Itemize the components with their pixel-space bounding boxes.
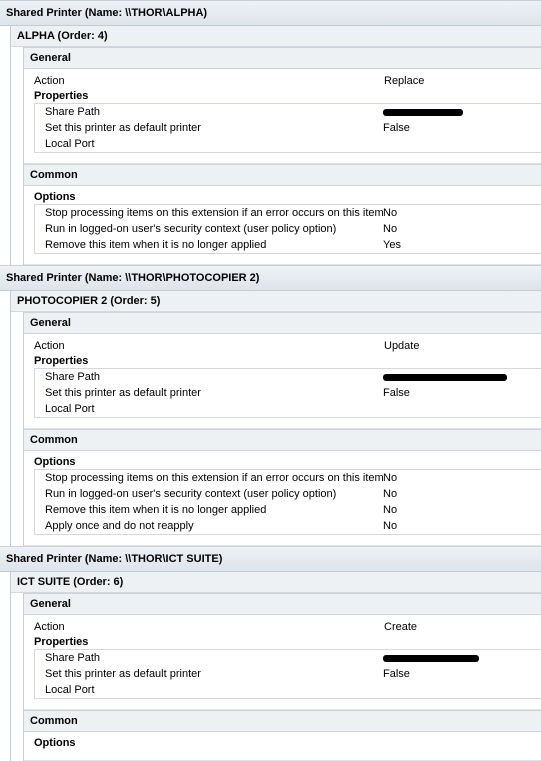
- option-value: No: [383, 472, 398, 484]
- option-value: No: [383, 520, 398, 532]
- option-value: Yes: [383, 239, 401, 251]
- set-default-row: [35, 120, 541, 136]
- general-section: [23, 593, 541, 710]
- options-heading: Options: [34, 456, 76, 468]
- set-default-label: Set this printer as default printer: [45, 122, 201, 134]
- general-body: [24, 69, 541, 164]
- general-section: [23, 312, 541, 429]
- option-row: [35, 502, 541, 518]
- options-box: [34, 469, 541, 535]
- action-label: Action: [34, 75, 65, 87]
- printer-block-alpha: [0, 0, 541, 265]
- option-row: [35, 221, 541, 237]
- printer-header[interactable]: Shared Printer (Name: \\THOR\ICT SUITE): [0, 547, 541, 572]
- options-heading: Options: [34, 737, 76, 749]
- option-label: Remove this item when it is no longer applied: [45, 239, 267, 251]
- common-body: [24, 732, 541, 761]
- item-header[interactable]: PHOTOCOPIER 2 (Order: 5): [11, 291, 541, 312]
- common-section: [23, 429, 541, 546]
- option-value: No: [383, 223, 398, 235]
- section-header-general[interactable]: General: [24, 312, 541, 334]
- section-header-common[interactable]: Common: [24, 429, 541, 451]
- local-port-row: [35, 136, 541, 152]
- local-port-label: Local Port: [45, 684, 95, 696]
- set-default-value: False: [383, 387, 410, 399]
- section-header-common[interactable]: Common: [24, 710, 541, 732]
- set-default-label: Set this printer as default printer: [45, 668, 201, 680]
- options-box: [34, 204, 541, 254]
- option-row: [35, 237, 541, 253]
- share-path-row: [35, 650, 541, 666]
- set-default-row: [35, 666, 541, 682]
- item-header[interactable]: ICT SUITE (Order: 6): [11, 572, 541, 593]
- common-body: [24, 451, 541, 546]
- common-body: [24, 186, 541, 265]
- option-label: Run in logged-on user's security context (user policy option): [45, 223, 337, 235]
- section-header-general[interactable]: General: [24, 593, 541, 615]
- general-section: [23, 47, 541, 164]
- action-row: [24, 619, 541, 635]
- properties-heading: Properties: [34, 90, 89, 102]
- share-path-label: Share Path: [45, 652, 101, 664]
- printer-header[interactable]: Shared Printer (Name: \\THOR\ALPHA): [0, 1, 541, 26]
- option-row: [35, 518, 541, 534]
- share-path-redacted: [383, 369, 507, 385]
- set-default-value: False: [383, 122, 410, 134]
- option-value: No: [383, 488, 398, 500]
- share-path-redacted: [383, 104, 463, 120]
- printer-block-photocopier-2: [0, 265, 541, 546]
- section-header-common[interactable]: Common: [24, 164, 541, 186]
- action-row: [24, 338, 541, 354]
- option-label: Stop processing items on this extension if an error occurs on this item: [45, 472, 384, 484]
- printer-block-ict-suite: [0, 546, 541, 761]
- share-path-redacted: [383, 650, 479, 666]
- option-value: No: [383, 207, 398, 219]
- option-value: No: [383, 504, 398, 516]
- option-row: [35, 205, 541, 221]
- set-default-value: False: [383, 668, 410, 680]
- properties-box: [34, 103, 541, 153]
- section-header-general[interactable]: General: [24, 47, 541, 69]
- common-section: [23, 164, 541, 265]
- action-value: Replace: [384, 75, 425, 87]
- properties-heading: Properties: [34, 636, 89, 648]
- set-default-label: Set this printer as default printer: [45, 387, 201, 399]
- option-label: Stop processing items on this extension if an error occurs on this item: [45, 207, 384, 219]
- printer-header[interactable]: Shared Printer (Name: \\THOR\PHOTOCOPIER 2): [0, 266, 541, 291]
- local-port-label: Local Port: [45, 138, 95, 150]
- local-port-row: [35, 682, 541, 698]
- item-box: [10, 572, 541, 761]
- options-heading: Options: [34, 191, 76, 203]
- option-row: [35, 486, 541, 502]
- properties-box: [34, 649, 541, 699]
- option-label: Run in logged-on user's security context (user policy option): [45, 488, 337, 500]
- option-label: Remove this item when it is no longer applied: [45, 504, 267, 516]
- common-section: [23, 710, 541, 761]
- action-value: Create: [384, 621, 418, 633]
- item-box: [10, 26, 541, 265]
- general-body: [24, 334, 541, 429]
- properties-box: [34, 368, 541, 418]
- general-body: [24, 615, 541, 710]
- properties-heading: Properties: [34, 355, 89, 367]
- action-label: Action: [34, 340, 65, 352]
- local-port-label: Local Port: [45, 403, 95, 415]
- option-label: Apply once and do not reapply: [45, 520, 194, 532]
- action-row: [24, 73, 541, 89]
- option-row: [35, 470, 541, 486]
- share-path-label: Share Path: [45, 371, 101, 383]
- action-label: Action: [34, 621, 65, 633]
- share-path-row: [35, 369, 541, 385]
- item-box: [10, 291, 541, 546]
- local-port-row: [35, 401, 541, 417]
- item-header[interactable]: ALPHA (Order: 4): [11, 26, 541, 47]
- action-value: Update: [384, 340, 420, 352]
- share-path-row: [35, 104, 541, 120]
- set-default-row: [35, 385, 541, 401]
- share-path-label: Share Path: [45, 106, 101, 118]
